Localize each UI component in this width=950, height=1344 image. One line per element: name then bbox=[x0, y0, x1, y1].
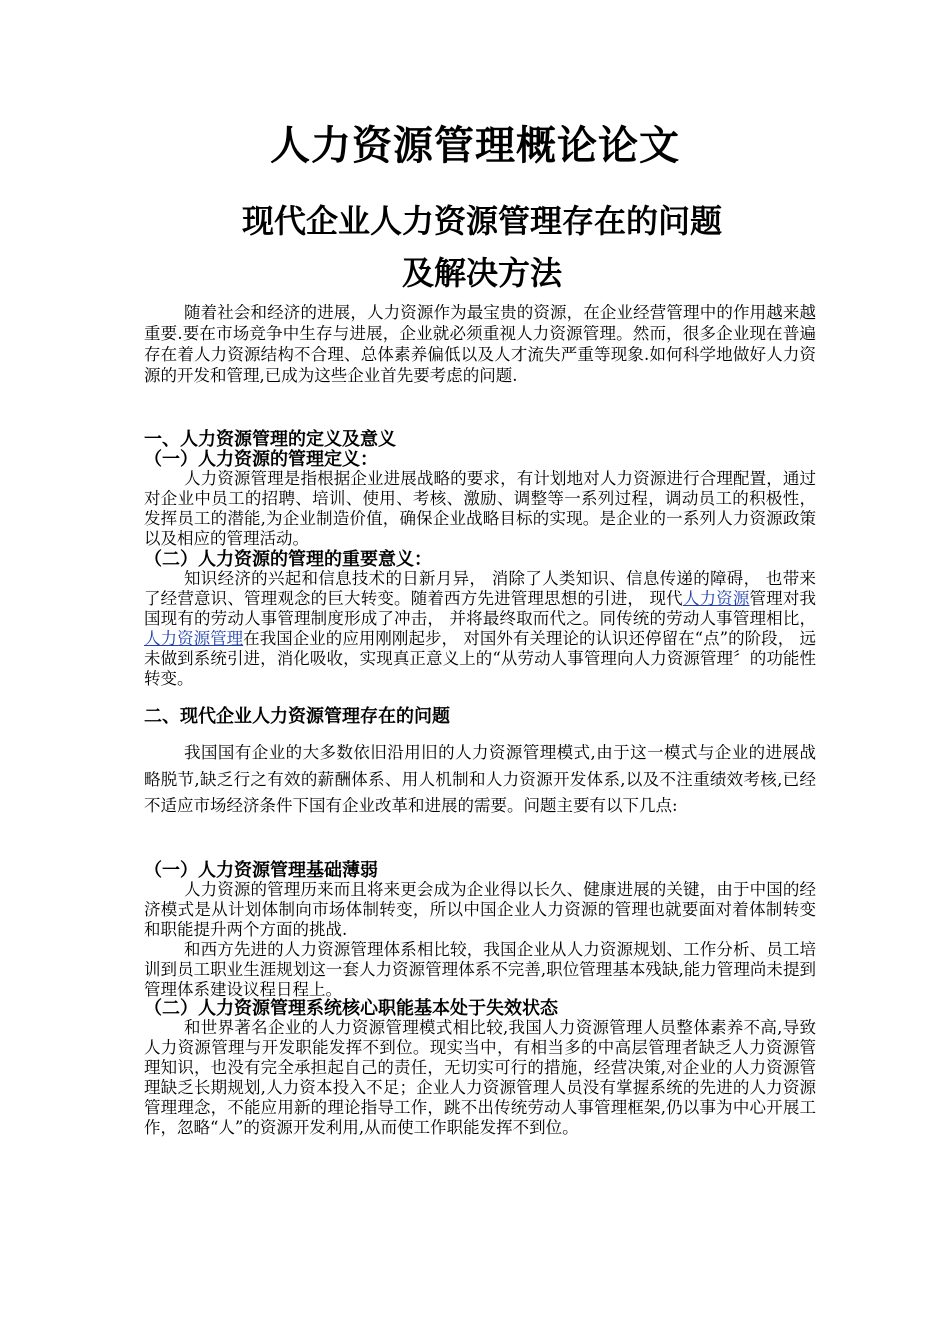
paragraph-text: 知识经济的兴起和信息技术的日新月异， 消除了人类知识、信息传递的障碍， 也带来了经营意识、管理观念的巨大转变。随着西方先进管理思想的引进， 现代 bbox=[144, 569, 816, 608]
section2-heading: 二、现代企业人力资源管理存在的问题 bbox=[144, 706, 450, 727]
link-human-resource-management[interactable]: 人力资源管理 bbox=[144, 629, 244, 648]
section1-sub2-paragraph bbox=[144, 569, 816, 689]
section2-sub1-paragraph2: 和西方先进的人力资源管理体系相比较，我国企业从人力资源规划、工作分析、员工培训到员工职业生涯规划这一套人力资源管理体系不完善,职位管理基本残缺,能力管理尚未提到管理体系建设议程日程上。 bbox=[144, 940, 816, 999]
link-human-resources[interactable]: 人力资源 bbox=[682, 589, 750, 608]
section1-sub2-heading: （二）人力资源的管理的重要意义： bbox=[144, 549, 432, 570]
paragraph-text: 管理对我国现有的劳动人事管理制度形成了冲击， 并将最终取而代之。同传统的劳动人事管理相比， bbox=[144, 589, 817, 628]
section1-sub1-paragraph: 人力资源管理是指根据企业进展战略的要求，有计划地对人力资源进行合理配置，通过对企业中员工的招聘、培训、使用、考核、激励、调整等一系列过程，调动员工的积极性，发挥员工的潜能,为企业制造价值，确保企业战略目标的实现。是企业的一系列人力资源政策以及相应的管理活动。 bbox=[144, 469, 816, 548]
section2-sub1-paragraph1: 人力资源的管理历来而且将来更会成为企业得以长久、健康进展的关键，由于中国的经济模式是从计划体制向市场体制转变，所以中国企业人力资源的管理也就要面对着体制转变和职能提升两个方面的挑战. bbox=[144, 880, 816, 939]
section2-sub2-paragraph: 和世界著名企业的人力资源管理模式相比较,我国人力资源管理人员整体素养不高,导致人力资源管理与开发职能发挥不到位。现实当中，有相当多的中高层管理者缺乏人力资源管理知识，也没有完全承担起自己的责任，无切实可行的措施，经营决策,对企业的人力资源管理缺乏长期规划,人力资本投入不足；企业人力资源管理人员没有掌握系统的先进的人力资源管理理念，不能应用新的理论指导工作，跳不出传统劳动人事管理框架,仍以事为中心开展工作，忽略“人”的资源开发利用,从而使工作职能发挥不到位。 bbox=[144, 1018, 816, 1137]
section2-sub2-heading: （二）人力资源管理系统核心职能基本处于失效状态 bbox=[144, 998, 558, 1019]
section1-heading: 一、人力资源管理的定义及意义 bbox=[144, 429, 396, 450]
document-title: 人力资源管理概论论文 bbox=[270, 123, 680, 169]
intro-paragraph: 随着社会和经济的进展，人力资源作为最宝贵的资源，在企业经营管理中的作用越来越重要.要在市场竞争中生存与进展，企业就必须重视人力资源管理。然而，很多企业现在普遍存在着人力资源结构不合理、总体素养偏低以及人才流失严重等现象.如何科学地做好人力资源的开发和管理,已成为这些企业首先要考虑的问题. bbox=[144, 303, 816, 385]
paragraph-text: 在我国企业的应用刚刚起步， 对国外有关理论的认识还停留在“点”的阶段， 远未做到系统引进，消化吸收，实现真正意义上的“从劳动人事管理向人力资源管理〞的功能性转变。 bbox=[144, 629, 816, 688]
document-subtitle-line2: 及解决方法 bbox=[401, 254, 562, 292]
section2-intro-paragraph: 我国国有企业的大多数依旧沿用旧的人力资源管理模式,由于这一模式与企业的进展战略脱节,缺乏行之有效的薪酬体系、用人机制和人力资源开发体系,以及不注重绩效考核,已经不适应市场经济条件下国有企业改革和进展的需要。问题主要有以下几点: bbox=[144, 743, 816, 815]
section1-sub1-heading: （一）人力资源的管理定义： bbox=[144, 449, 378, 470]
section2-sub1-heading: （一）人力资源管理基础薄弱 bbox=[144, 860, 378, 881]
document-subtitle-line1: 现代企业人力资源管理存在的问题 bbox=[241, 202, 722, 240]
